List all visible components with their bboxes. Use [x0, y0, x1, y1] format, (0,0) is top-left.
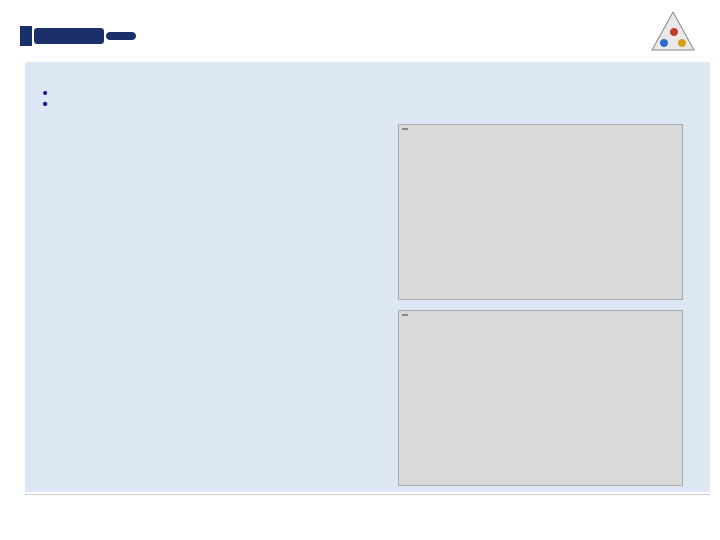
waveform-plot-bottom — [398, 310, 683, 486]
slide-footer — [25, 494, 710, 535]
slide-header — [0, 0, 720, 60]
psi-logo-graphic — [18, 8, 148, 52]
content-panel — [25, 62, 710, 492]
psi-logo — [18, 8, 148, 52]
waveform-plot-svg — [399, 125, 682, 299]
waveform-plot-top — [398, 124, 683, 300]
waveform-plot-svg — [399, 311, 682, 485]
bullet-list — [35, 80, 405, 91]
institute-logo-icon — [650, 10, 696, 52]
